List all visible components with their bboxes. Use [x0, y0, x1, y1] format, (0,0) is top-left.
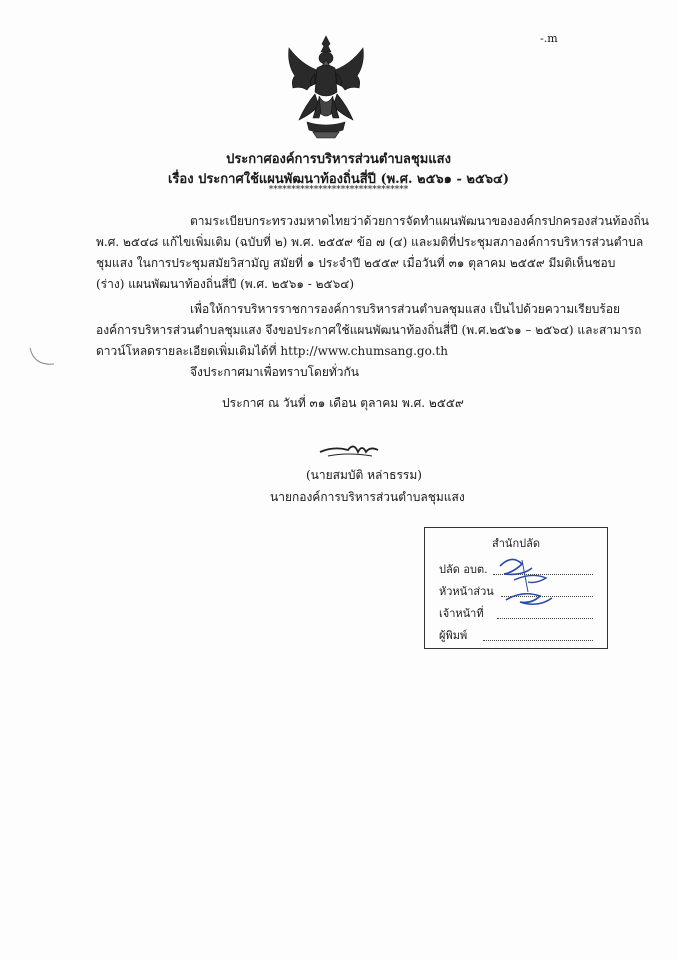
- routing-row-typist-dots: [483, 640, 593, 641]
- routing-row-officer-dots: [497, 618, 593, 619]
- routing-box-title: สำนักปลัด: [492, 537, 540, 550]
- signature-mark: [318, 438, 382, 462]
- separator-line: *******************************: [268, 185, 409, 195]
- signer-name: (นายสมบัติ หล่าธรรม): [306, 468, 422, 482]
- paragraph2-line3: ดาวน์โหลดรายละเอียดเพิ่มเติมได้ที่ http://www.chumsang.go.th: [96, 344, 448, 358]
- routing-row-officer: เจ้าหน้าที่: [439, 607, 484, 620]
- punch-hole-mark: [26, 344, 58, 370]
- paragraph2-line2: องค์การบริหารส่วนตำบลชุมแสง จึงขอประกาศใช้แผนพัฒนาท้องถิ่นสี่ปี (พ.ศ.๒๕๖๑ – ๒๕๖๔) และสามารถ: [96, 323, 642, 337]
- corner-mark: -.m: [540, 32, 558, 45]
- paragraph3: จึงประกาศมาเพื่อทราบโดยทั่วกัน: [190, 365, 359, 379]
- paragraph1-line4: (ร่าง) แผนพัฒนาท้องถิ่นสี่ปี (พ.ศ. ๒๕๖๑ - ๒๕๖๔): [96, 277, 355, 291]
- routing-row-typist: ผู้พิมพ์: [439, 629, 468, 642]
- routing-row-deputy: ปลัด อบต.: [439, 563, 488, 576]
- paragraph1-line3: ชุมแสง ในการประชุมสมัยวิสามัญ สมัยที่ ๑ ประจำปี ๒๕๕๙ เมื่อวันที่ ๓๑ ตุลาคม ๒๕๕๙ มีมติเห็นชอบ: [96, 256, 616, 270]
- initials-scribble: [492, 552, 572, 614]
- garuda-emblem-icon: [283, 34, 369, 140]
- document-subject: เรื่อง ประกาศใช้แผนพัฒนาท้องถิ่นสี่ปี (พ.ศ. ๒๕๖๑ - ๒๕๖๔): [167, 172, 510, 187]
- paragraph1-line1: ตามระเบียบกระทรวงมหาดไทยว่าด้วยการจัดทำแผนพัฒนาขององค์กรปกครองส่วนท้องถิ่น: [190, 214, 649, 228]
- signer-position: นายกองค์การบริหารส่วนตำบลชุมแสง: [270, 490, 465, 504]
- document-title: ประกาศองค์การบริหารส่วนตำบลชุมแสง: [226, 152, 451, 167]
- routing-row-head: หัวหน้าส่วน: [439, 585, 494, 598]
- paragraph2-line1: เพื่อให้การบริหารราชการองค์การบริหารส่วนตำบลชุมแสง เป็นไปด้วยความเรียบร้อย: [190, 302, 621, 316]
- paragraph1-line2: พ.ศ. ๒๕๔๘ แก้ไขเพิ่มเติม (ฉบับที่ ๒) พ.ศ. ๒๕๕๙ ข้อ ๗ (๔) และมติที่ประชุมสภาองค์การบริหารส่วนตำบล: [96, 235, 644, 249]
- announce-date: ประกาศ ณ วันที่ ๓๑ เดือน ตุลาคม พ.ศ. ๒๕๕๙: [222, 396, 464, 410]
